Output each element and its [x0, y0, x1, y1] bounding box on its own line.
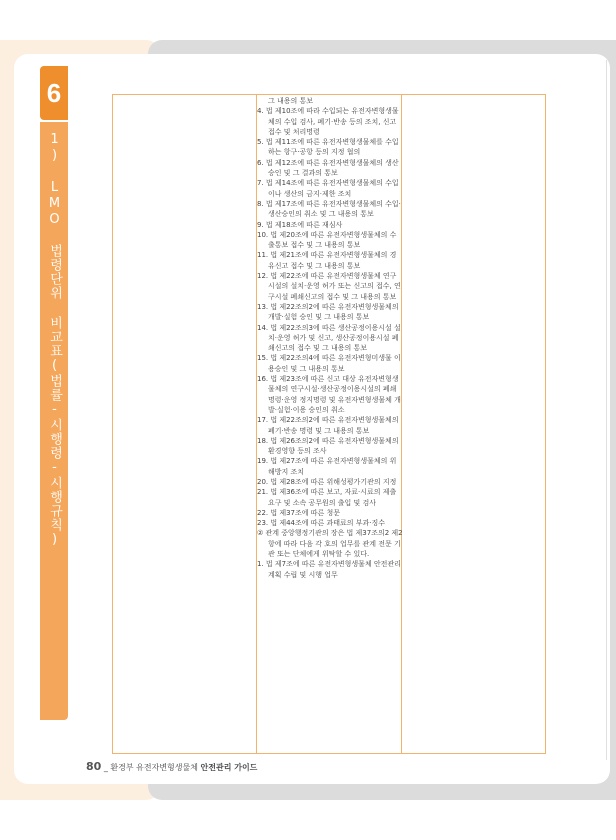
footer-separator: _: [103, 763, 108, 772]
provision-item: 1. 법 제7조에 따른 유전자변형생물체 안전관리계획 수립 및 시행 업무: [257, 560, 401, 579]
provision-item: 6. 법 제12조에 따른 유전자변형생물체의 생산승인 및 그 결과의 통보: [257, 158, 399, 178]
provision-item: 12. 법 제22조에 따른 유전자변형생물체 연구시설의 설치·운영 허가 또는 신고의 접수, 연구시설 폐쇄신고의 접수 및 그 내용의 통보: [257, 272, 401, 301]
provision-item: 14. 법 제22조의3에 따른 생산공정이용시설 설치·운영 허가 및 신고, 생산공정이용시설 폐쇄신고의 접수 및 그 내용의 통보: [257, 323, 401, 353]
page-number: 80: [86, 760, 102, 773]
provision-item: 16. 법 제23조에 따른 신고 대상 유전자변형생물체의 연구시설·생산공정이용시설의 폐쇄 명령·운영 정지명령 및 유전자변형생물체 개발·실험·이용 승인의 취소: [257, 375, 401, 414]
provision-item: 22. 법 제37조에 따른 청문: [257, 508, 341, 517]
comparison-table: [112, 94, 546, 754]
section-title: 1) LMO 법령단위 비교표(법률-시행령-시행규칙): [47, 132, 62, 548]
provision-item: 11. 법 제21조에 따른 유전자변형생물체의 경유신고 접수 및 그 내용의 통보: [257, 251, 397, 270]
provision-item: 20. 법 제28조에 따른 위해성평가기관의 지정: [257, 477, 397, 486]
page-edge-line: [606, 60, 607, 760]
footer-title-bold: 안전관리 가이드: [200, 763, 258, 772]
provision-item: ② 관계 중앙행정기관의 장은 법 제37조의2 제2항에 따라 다음 각 호의 업무를 관계 전문 기관 또는 단체에게 위탁할 수 있다.: [257, 529, 403, 559]
provision-item: 19. 법 제27조에 따른 유전자변형생물체의 위해방지 조치: [257, 457, 397, 476]
provision-item: 10. 법 제20조에 따른 유전자변형생물체의 수출통보 접수 및 그 내용의 통보: [257, 230, 397, 250]
provision-item: 13. 법 제22조의2에 따른 유전자변형생물체의 개발·실험 승인 및 그 내용의 통보: [257, 302, 399, 322]
provision-item: 15. 법 제22조의4에 따른 유전자변형미생물 이용승인 및 그 내용의 통보: [257, 354, 401, 373]
provision-item: 18. 법 제26조의2에 따른 유전자변형생물체의 환경영향 등의 조사: [257, 436, 399, 456]
provision-item: 5. 법 제11조에 따른 유전자변형생물체를 수입하는 항구·공항 등의 지정 협의: [257, 138, 399, 157]
provision-item: 21. 법 제36조에 따른 보고, 자료·시료의 제출 요구 및 소속 공무원의 출입 및 검사: [257, 488, 397, 507]
provision-item: 8. 법 제17조에 따른 유전자변형생물체의 수입·생산승인의 취소 및 그 내용의 통보: [257, 199, 401, 219]
provision-item: 23. 법 제44조에 따른 과태료의 부과·징수: [257, 519, 386, 528]
enforcement-decree-column: [257, 96, 403, 580]
provision-item: 17. 법 제22조의2에 따른 유전자변형생물체의 폐기·반송 명령 및 그 내용의 통보: [257, 416, 399, 435]
provision-item: 9. 법 제18조에 따른 재심사: [257, 220, 343, 229]
footer-org: 환경부: [110, 763, 134, 772]
provision-item: 7. 법 제14조에 따른 유전자변형생물체의 수입이나 생산의 금지·제한 조치: [257, 179, 399, 198]
chapter-number-tab: 6: [40, 66, 68, 120]
footer-title: 유전자변형생물체: [136, 763, 198, 772]
provision-item: 그 내용의 통보: [268, 97, 314, 105]
provision-item: 4. 법 제10조에 따라 수입되는 유전자변형생물체의 수입 검사, 폐기·반송 등의 조치, 신고 접수 및 처리명령: [257, 107, 399, 136]
page-footer: [86, 760, 257, 773]
